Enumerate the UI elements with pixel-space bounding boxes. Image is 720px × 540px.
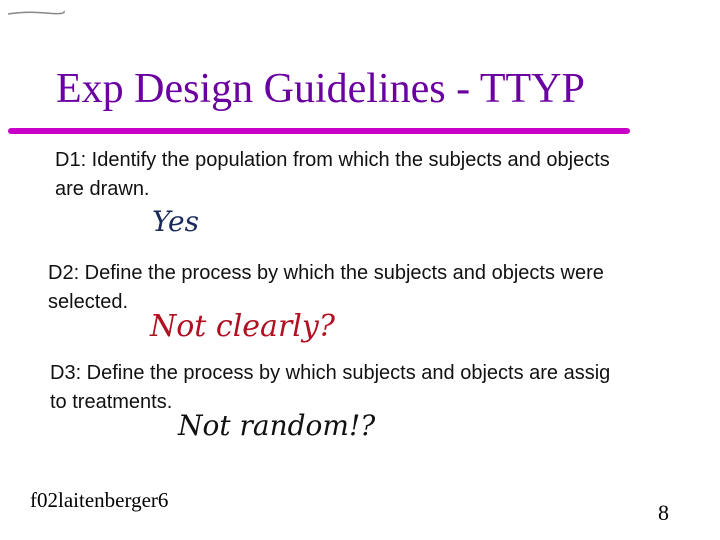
handwritten-note-d3: Not random!?: [178, 409, 376, 442]
guideline-d2-line1: D2: Define the process by which the subjects and objects were: [48, 262, 604, 284]
guideline-d2-line2: selected.: [48, 291, 129, 313]
handwritten-note-d1: Yes: [152, 205, 199, 238]
guideline-d3-line1: D3: Define the process by which subjects and objects are assig: [50, 362, 611, 384]
corner-scribble: [6, 8, 66, 18]
guideline-d1-line1: D1: Identify the population from which the subjects and objects: [55, 149, 610, 171]
guideline-d1-line2: are drawn.: [55, 178, 150, 200]
guideline-d3-line2: to treatments.: [50, 391, 173, 413]
footer-label: f02laitenberger6: [30, 488, 169, 512]
handwritten-note-d2: Not clearly?: [150, 309, 335, 344]
slide-title: Exp Design Guidelines - TTYP: [56, 66, 585, 112]
title-underline: [8, 128, 630, 134]
page-number: 8: [658, 500, 669, 525]
